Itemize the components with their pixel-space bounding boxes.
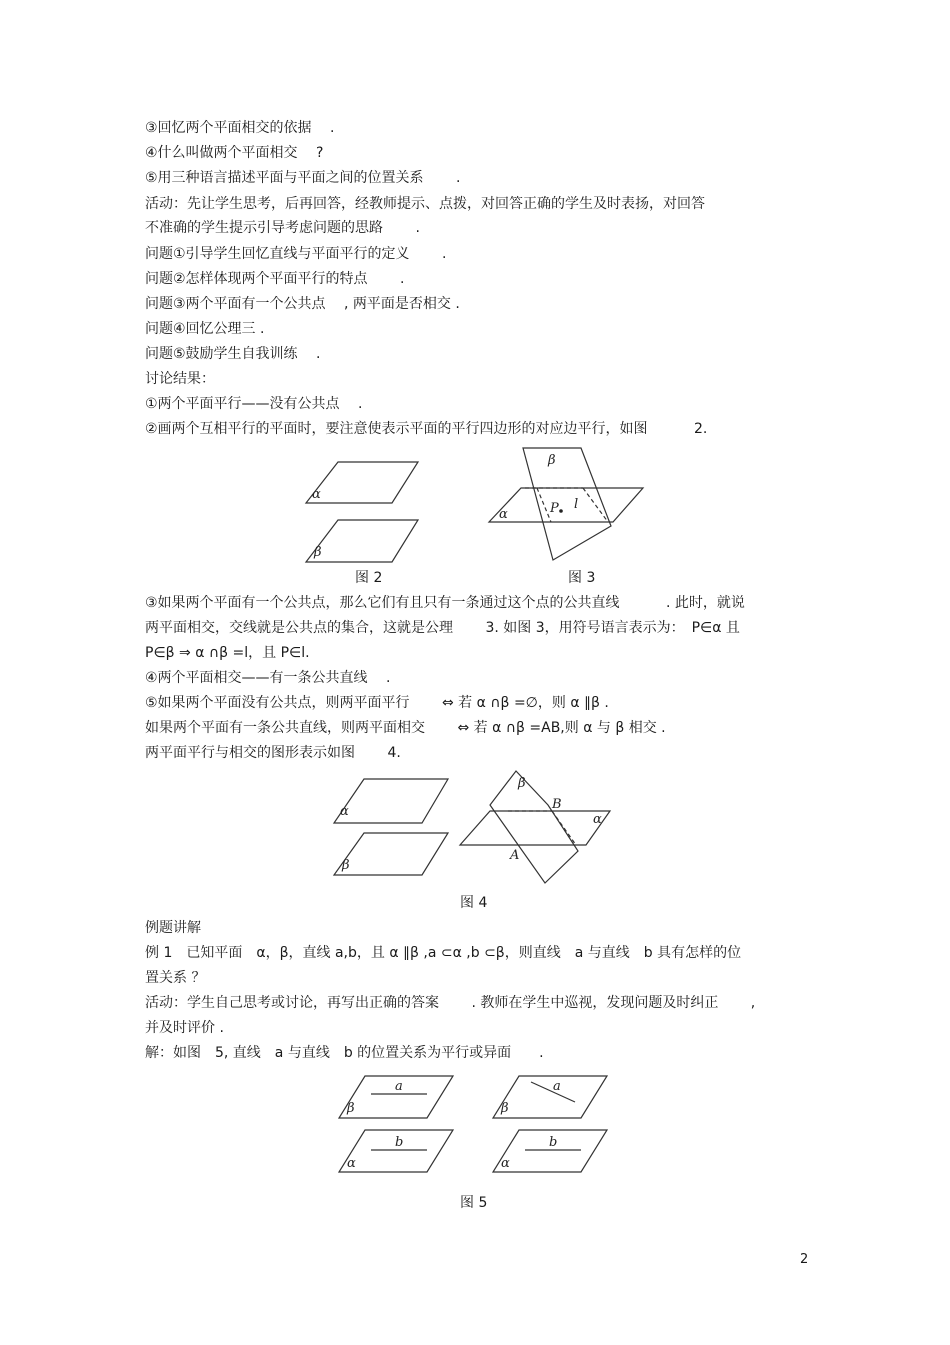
plane-beta bbox=[306, 520, 418, 562]
label-beta-right: β bbox=[501, 1101, 509, 1116]
figure-4-diagram bbox=[330, 765, 620, 890]
text-line-15: 两平面相交，交线就是公共点的集合，这就是公理 3. 如图 3，用符号语言表示为： P∈α 且 bbox=[145, 620, 740, 636]
text-line-12: ①两个平面平行——没有公共点 . bbox=[145, 396, 363, 412]
label-alpha: α bbox=[499, 507, 508, 522]
text-line-20: 两平面平行与相交的图形表示如图 4. bbox=[145, 745, 401, 761]
plane-alpha-parallel bbox=[334, 779, 448, 823]
label-beta-left: β bbox=[347, 1101, 355, 1116]
point-P bbox=[559, 509, 563, 513]
text-line-10: 问题⑤鼓励学生自我训练 . bbox=[145, 346, 321, 362]
label-beta-parallel: β bbox=[342, 858, 350, 873]
text-line-22: 例 1 已知平面 α，β，直线 a,b，且 α ∥β ,a ⊂α ,b ⊂β，则直线 a 与直线 b 具有怎样的位 bbox=[145, 945, 742, 961]
label-A: A bbox=[510, 848, 520, 863]
text-line-5: 不准确的学生提示引导考虑问题的思路 . bbox=[145, 220, 420, 236]
plane-beta-right bbox=[493, 1076, 607, 1118]
text-line-8: 问题③两个平面有一个公共点 , 两平面是否相交 . bbox=[145, 296, 460, 312]
text-line-4: 活动：先让学生思考，后再回答，经教师提示、点拨，对回答正确的学生及时表扬，对回答 bbox=[145, 196, 705, 212]
caption-fig4: 图 4 bbox=[460, 895, 488, 911]
plane-alpha-intersect bbox=[460, 811, 610, 845]
text-line-2: ④什么叫做两个平面相交 ? bbox=[145, 145, 324, 161]
text-line-17: ④两个平面相交——有一条公共直线 . bbox=[145, 670, 391, 686]
label-beta: β bbox=[548, 453, 556, 468]
plane-beta-parallel bbox=[334, 833, 448, 875]
figure-2-diagram bbox=[300, 455, 430, 570]
text-line-25: 并及时评价 . bbox=[145, 1020, 224, 1036]
label-alpha-intersect: α bbox=[593, 812, 602, 827]
caption-fig3: 图 3 bbox=[568, 570, 596, 586]
text-line-6: 问题①引导学生回忆直线与平面平行的定义 . bbox=[145, 246, 447, 262]
text-line-24: 活动：学生自己思考或讨论，再写出正确的答案 . 教师在学生中巡视，发现问题及时纠正 , bbox=[145, 995, 756, 1011]
text-line-1: ③回忆两个平面相交的依据 . bbox=[145, 120, 335, 136]
text-line-16: P∈β ⇒ α ∩β =l，且 P∈l. bbox=[145, 645, 310, 661]
text-line-7: 问题②怎样体现两个平面平行的特点 . bbox=[145, 271, 405, 287]
label-alpha-parallel: α bbox=[340, 804, 349, 819]
figure-3-diagram bbox=[485, 442, 650, 567]
text-line-26: 解：如图 5, 直线 a 与直线 b 的位置关系为平行或异面 . bbox=[145, 1045, 544, 1061]
label-b-right: b bbox=[549, 1135, 558, 1150]
label-P: P bbox=[550, 501, 559, 516]
label-l: l bbox=[574, 497, 579, 512]
text-line-23: 置关系 ？ bbox=[145, 970, 206, 986]
label-alpha-left: α bbox=[347, 1156, 356, 1171]
plane-alpha bbox=[306, 462, 418, 503]
label-beta: β bbox=[314, 545, 322, 560]
label-a-left: a bbox=[395, 1079, 403, 1094]
text-line-13: ②画两个互相平行的平面时，要注意使表示平面的平行四边形的对应边平行，如图 2. bbox=[145, 421, 708, 437]
text-line-18: ⑤如果两个平面没有公共点，则两平面平行 ⇔ 若 α ∩β =∅，则 α ∥β . bbox=[145, 695, 609, 711]
caption-fig5: 图 5 bbox=[460, 1195, 488, 1211]
text-line-9: 问题④回忆公理三 . bbox=[145, 321, 265, 337]
text-line-19: 如果两个平面有一条公共直线，则两平面相交 ⇔ 若 α ∩β =AB,则 α 与 β 相交 . bbox=[145, 720, 666, 736]
text-line-3: ⑤用三种语言描述平面与平面之间的位置关系 . bbox=[145, 170, 461, 186]
plane-alpha bbox=[489, 488, 643, 522]
text-line-14: ③如果两个平面有一个公共点，那么它们有且只有一条通过这个点的公共直线 . 此时，就说 bbox=[145, 595, 745, 611]
text-line-11: 讨论结果： bbox=[145, 371, 215, 387]
label-alpha-right: α bbox=[501, 1156, 510, 1171]
caption-fig2: 图 2 bbox=[355, 570, 383, 586]
label-b-left: b bbox=[395, 1135, 404, 1150]
page-number: 2 bbox=[800, 1252, 809, 1267]
figure-5-diagram bbox=[335, 1070, 615, 1180]
label-B: B bbox=[552, 797, 562, 812]
plane-beta bbox=[523, 448, 611, 560]
plane-beta-intersect bbox=[490, 771, 578, 883]
text-line-21: 例题讲解 bbox=[145, 920, 201, 936]
label-alpha: α bbox=[312, 487, 321, 502]
label-beta-intersect: β bbox=[518, 776, 526, 791]
label-a-right: a bbox=[553, 1079, 561, 1094]
